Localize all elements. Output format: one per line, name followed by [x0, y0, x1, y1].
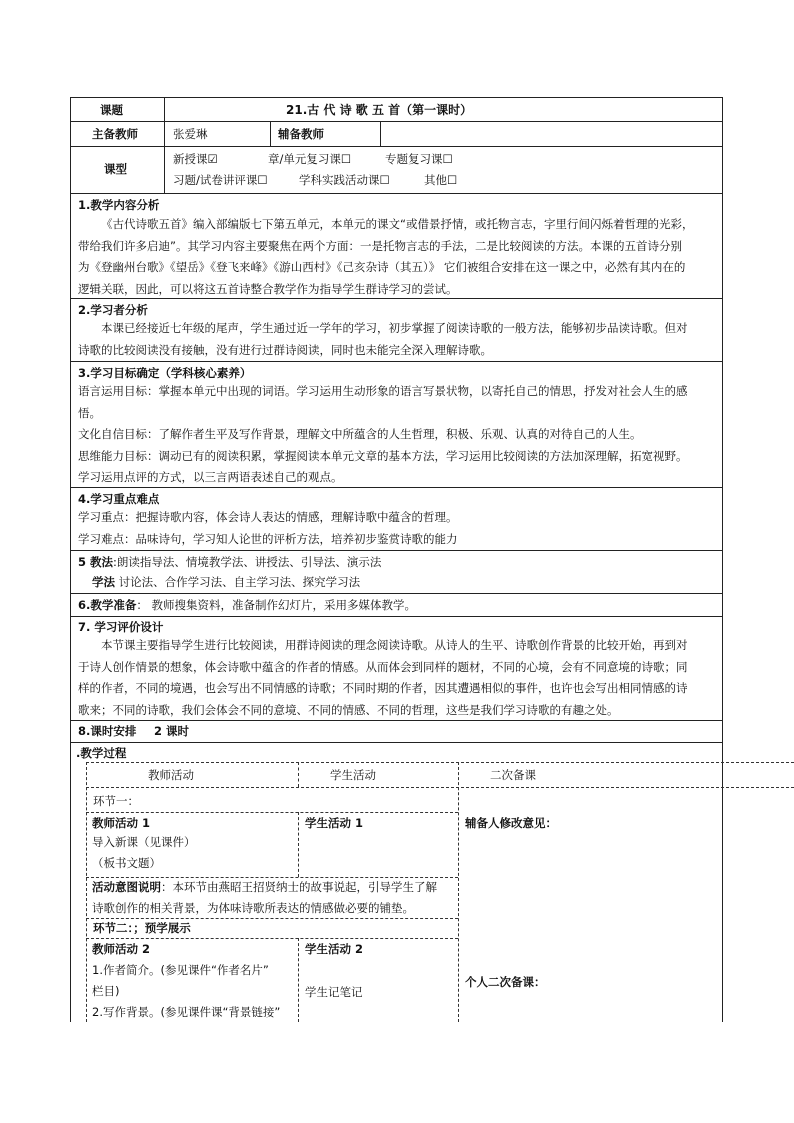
teacher-activity-1-title: 教师活动 1	[92, 816, 151, 830]
col-student-activity: 学生活动	[330, 768, 376, 782]
section-7-line: 歌来；不同的诗歌，我们会体会不同的意境、不同的情感、不同的哲理，这些是我们学习诗歌的有趣之处。	[78, 702, 619, 717]
process-table-col	[458, 762, 459, 1022]
section-6	[78, 598, 416, 612]
section-6-title: 6.教学准备	[78, 598, 137, 612]
lesson-type-label: 课型	[104, 162, 127, 176]
section-1-line: 逻辑关联，因此，可以将这五首诗整合教学作为指导学生群诗学习的尝试。	[78, 281, 458, 296]
section-2-text	[78, 318, 718, 361]
table-border-left	[70, 97, 71, 1022]
process-table-rule	[86, 812, 458, 813]
table-rule	[70, 193, 723, 194]
col-second-prep: 二次备课	[490, 768, 536, 782]
table-rule	[70, 361, 723, 362]
student-activity-2-text: 学生记笔记	[305, 985, 363, 999]
learning-method-label: 学法	[92, 575, 115, 589]
type-exercise-review: 习题/试卷讲评课☐	[173, 173, 268, 187]
type-other: 其他☐	[424, 173, 458, 187]
lead-teacher-label: 主备教师	[92, 127, 138, 141]
section-3-line: 文化自信目标：了解作者生平及写作背景，理解文中所蕴含的人生哲理，积极、乐观、认真的对待自己的人生。	[78, 427, 642, 441]
section-7-line: 本节课主要指导学生进行比较阅读，用群诗阅读的理念阅读诗歌。从诗人的生平、诗歌创作背景的比较开始，再到对	[101, 638, 688, 652]
teacher-activity-2-title: 教师活动 2	[92, 942, 151, 956]
section-2-line: 本课已经接近七年级的尾声，学生通过近一学年的学习，初步掌握了阅读诗歌的一般方法，能够初步品读诗歌。但对	[101, 321, 688, 335]
table-col-rule	[380, 121, 381, 146]
col-teacher-activity: 教师活动	[148, 768, 194, 782]
section-3-line: 语言运用目标：掌握本单元中出现的词语。学习运用生动形象的语言写景状物，以寄托自己的情思，抒发对社会人生的感	[78, 384, 688, 398]
table-rule	[70, 146, 723, 147]
process-table-rule	[86, 787, 794, 788]
type-topic-review: 专题复习课☐	[385, 152, 453, 166]
table-rule	[70, 742, 723, 743]
step-2-label: 环节二：；预学展示	[93, 921, 191, 935]
activity-intent	[92, 877, 456, 919]
section-4-text	[78, 507, 718, 550]
section-5-learning-methods	[92, 575, 360, 589]
process-table-col	[298, 938, 299, 1022]
table-rule	[70, 550, 723, 551]
section-4-title: 4.学习重点难点	[78, 492, 160, 506]
section-8-value: 2 课时	[154, 724, 190, 738]
student-activity-1-title: 学生活动 1	[305, 816, 364, 830]
student-activity-2-title: 学生活动 2	[305, 942, 364, 956]
table-border-top	[70, 97, 723, 98]
section-7-text	[78, 635, 718, 721]
section-8	[78, 724, 189, 738]
table-rule	[70, 593, 723, 594]
assist-teacher-label: 辅备教师	[278, 127, 324, 141]
table-rule	[70, 121, 723, 122]
table-col-rule	[164, 97, 165, 193]
section-3-line: 学习运用点评的方式，以三言两语表述自己的观点。	[78, 470, 343, 484]
table-rule	[70, 616, 723, 617]
process-table-col	[298, 762, 299, 787]
learning-method-value: 讨论法、合作学习法、自主学习法、探究学习法	[115, 575, 361, 589]
teacher-activity-2-line: 1.作者简介。(参见课件“作者名片”	[92, 963, 269, 977]
section-6-text: ： 教师搜集资料，准备制作幻灯片，采用多媒体教学。	[136, 598, 417, 612]
teacher-activity-1-line: （板书文题）	[92, 856, 161, 870]
table-col-rule	[270, 121, 271, 146]
activity-intent-line: ：本环节由燕昭王招贤纳士的故事说起，引导学生了解	[161, 880, 437, 894]
process-table-top	[86, 762, 794, 763]
section-9-title: .教学过程	[76, 746, 127, 760]
type-practice: 学科实践活动课☐	[299, 173, 390, 187]
process-table-col	[298, 812, 299, 877]
teacher-activity-2-line: 栏目)	[92, 984, 120, 998]
teacher-activity-1-text	[92, 832, 292, 874]
section-1-text	[78, 214, 718, 300]
teacher-activity-1-line: 导入新课（见课件）	[92, 835, 196, 849]
table-border-right	[722, 97, 723, 1022]
section-5-teaching-methods	[78, 555, 381, 569]
teaching-method-value: :朗读指导法、情境教学法、讲授法、引导法、演示法	[113, 555, 382, 569]
section-7-line: 于诗人创作情景的想象，体会诗歌中蕴含的作者的情感。从而体会到同样的题材，不同的心境，会有不同意境的诗歌；同	[78, 659, 688, 674]
process-table-left	[86, 762, 87, 1022]
activity-intent-line: 诗歌创作的相关背景，为体味诗歌所表达的情感做必要的铺垫。	[92, 901, 414, 915]
type-new-lesson: 新授课☑	[173, 152, 218, 166]
topic-label: 课题	[100, 103, 123, 117]
section-1-line: 带给我们许多启迪”。其学习内容主要聚焦在两个方面：一是托物言志的手法，二是比较阅读的方法。本课的五首诗分别	[78, 238, 682, 253]
step-1-label: 环节一：	[93, 794, 139, 808]
assist-revision-note: 辅备人修改意见：	[465, 816, 557, 830]
teaching-method-label: 5 教法	[78, 555, 114, 569]
section-1-title: 1.教学内容分析	[78, 198, 160, 212]
lead-teacher-value: 张爱琳	[173, 127, 208, 141]
section-3-title: 3.学习目标确定（学科核心素养）	[78, 366, 252, 380]
section-4-line: 学习难点：品味诗句，学习知人论世的评析方法，培养初步鉴赏诗歌的能力	[78, 531, 458, 546]
section-3-text	[78, 381, 718, 489]
section-8-title: 8.课时安排	[78, 724, 137, 738]
section-3-line: 思维能力目标：调动已有的阅读积累，掌握阅读本单元文章的基本方法，学习运用比较阅读的方法加深理解，拓宽视野。	[78, 448, 688, 463]
personal-second-prep: 个人二次备课：	[465, 975, 546, 989]
process-table-rule	[86, 938, 458, 939]
teacher-activity-2-line: 2.写作背景。(参见课件课“背景链接”	[92, 1005, 281, 1019]
activity-intent-label: 活动意图说明	[92, 880, 161, 894]
section-7-title: 7. 学习评价设计	[78, 620, 164, 634]
section-2-line: 诗歌的比较阅读没有接触，没有进行过群诗阅读，同时也未能完全深入理解诗歌。	[78, 342, 492, 357]
teacher-activity-2-text	[92, 960, 296, 1023]
section-3-line: 悟。	[78, 405, 101, 420]
section-2-title: 2.学习者分析	[78, 303, 148, 317]
section-4-line: 学习重点：把握诗歌内容，体会诗人表达的情感，理解诗歌中蕴含的哲理。	[78, 510, 458, 524]
section-1-line: 《古代诗歌五首》编入部编版七下第五单元，本单元的课文“或借景抒情，或托物言志，字里行间闪烁着哲理的光彩，	[101, 217, 694, 231]
section-1-line: 为《登幽州台歌》《望岳》《登飞来峰》《游山西村》《己亥杂诗（其五）》 它们被组合安排在这一课之中，必然有其内在的	[78, 260, 686, 274]
section-7-line: 样的作者，不同的境遇，也会写出不同情感的诗歌；不同时期的作者，因其遭遇相似的事件，也许也会写出相同情感的诗	[78, 681, 688, 695]
type-unit-review: 章/单元复习课☐	[268, 152, 352, 166]
topic-title: 21.古 代 诗 歌 五 首（第一课时）	[286, 103, 473, 117]
